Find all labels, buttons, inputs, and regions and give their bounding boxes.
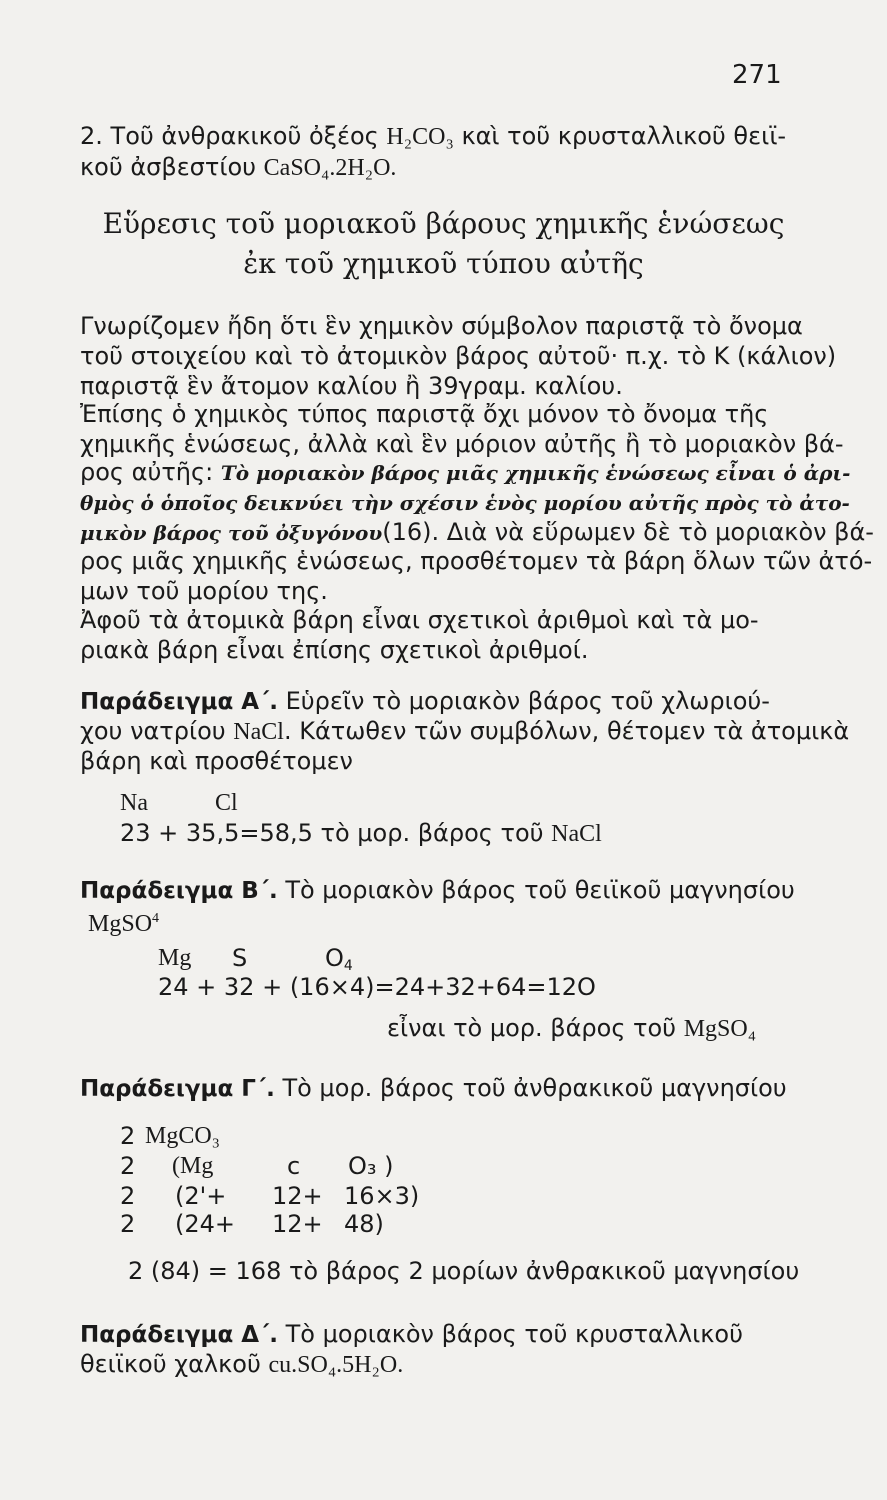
intro-line-1: 2. Τοῦ ἀνθρακικοῦ ὀξέος H₂CO₃ καὶ τοῦ κρυσταλλικοῦ θειϊ- (80, 122, 786, 150)
paragraph-1-line-1: Γνωρίζομεν ἤδη ὅτι ἓν χημικὸν σύμβολον παριστᾷ τὸ ὄνομα (80, 312, 803, 340)
paragraph-2-line-1: Ἐπίσης ὁ χημικὸς τύπος παριστᾷ ὄχι μόνον τὸ ὄνομα τῆς (80, 400, 769, 428)
paragraph-2-line-3: ρος αὐτῆς: Τὸ μοριακὸν βάρος μιᾶς χημικῆς ἑνώσεως εἶναι ὁ ἀρι- (80, 458, 851, 486)
intro-line-2: κοῦ ἀσβεστίου CaSO₄.2H₂O. (80, 153, 397, 181)
example-b-result: εἶναι τὸ μορ. βάρος τοῦ MgSO₄ (387, 1014, 757, 1042)
example-d-line-2: θειϊκοῦ χαλκοῦ cu.SO₄.5H₂O. (80, 1350, 404, 1378)
paragraph-2-line-7: μων τοῦ μορίου της. (80, 577, 328, 605)
table-row: 2 (120, 1182, 136, 1210)
paragraph-1-line-3: παριστᾷ ἓν ἄτομον καλίου ἢ 39γραμ. καλίου. (80, 372, 623, 400)
paragraph-2-line-2: χημικῆς ἑνώσεως, ἀλλὰ καὶ ἓν μόριον αὐτῆς ἢ τὸ μοριακὸν βά- (80, 430, 844, 458)
table-cell: (2'+ (175, 1182, 227, 1210)
table-cell: 12+ (272, 1182, 323, 1210)
example-c-line-1: Παράδειγμα Γ΄. Τὸ μορ. βάρος τοῦ ἀνθρακικοῦ μαγνησίου (80, 1074, 787, 1102)
example-d-label: Παράδειγμα Δ΄. (80, 1322, 278, 1348)
example-a-calculation: 23 + 35,5=58,5 τὸ μορ. βάρος τοῦ NaCl (120, 819, 602, 847)
paragraph-2-line-4: θμὸς ὁ ὁποῖος δεικνύει τὴν σχέσιν ἑνὸς μορίου αὐτῆς πρὸς τὸ ἀτο- (80, 491, 850, 515)
definition-text: Τὸ μοριακὸν βάρος μιᾶς χημικῆς ἑνώσεως εἶναι ὁ ἀρι- (220, 461, 851, 485)
symbol-cl: Cl (215, 790, 238, 816)
paragraph-3-line-2: ριακὰ βάρη εἶναι ἐπίσης σχετικοὶ ἀριθμοί. (80, 636, 589, 664)
table-row: 2 (120, 1122, 136, 1150)
paragraph-2-line-6: ρος μιᾶς χημικῆς ἑνώσεως, προσθέτομεν τὰ βάρη ὅλων τῶν ἀτό- (80, 547, 873, 575)
table-row: 2 (120, 1152, 136, 1180)
example-b-line-1: Παράδειγμα Β΄. Τὸ μοριακὸν βάρος τοῦ θειϊκοῦ μαγνησίου (80, 876, 795, 904)
formula-magnesium-sulfate: MgSO$^4$ (88, 911, 160, 937)
example-a-line-1: Παράδειγμα Α΄. Εὑρεῖν τὸ μοριακὸν βάρος τοῦ χλωριού- (80, 687, 770, 715)
table-cell: (Mg (172, 1153, 214, 1179)
symbol-s: S (232, 944, 248, 972)
example-c-label: Παράδειγμα Γ΄. (80, 1076, 275, 1102)
table-cell: 12+ (272, 1210, 323, 1238)
table-cell: c (287, 1152, 301, 1180)
example-d-line-1: Παράδειγμα Δ΄. Τὸ μοριακὸν βάρος τοῦ κρυσταλλικοῦ (80, 1320, 743, 1348)
example-b-label: Παράδειγμα Β΄. (80, 878, 278, 904)
table-cell: MgCO₃ (145, 1123, 221, 1149)
table-row: 2 (120, 1210, 136, 1238)
symbol-o4: $O_4$ (325, 944, 353, 974)
table-cell: (24+ (175, 1210, 236, 1238)
formula-calcium-sulfate: CaSO₄.2H₂O. (263, 155, 397, 181)
example-a-line-3: βάρη καὶ προσθέτομεν (80, 747, 353, 775)
formula-carbonic-acid: H₂CO₃ (386, 124, 454, 150)
section-heading-line-2: ἐκ τοῦ χημικοῦ τύπου αὐτῆς (243, 247, 644, 280)
table-cell: 48) (344, 1210, 384, 1238)
table-cell: 16×3) (344, 1182, 420, 1210)
symbol-na: Na (120, 790, 148, 816)
example-b-calculation: 24 + 32 + (16×4)=24+32+64=12O (158, 973, 596, 1001)
example-a-line-2: χου νατρίου NaCl. Κάτωθεν τῶν συμβόλων, θέτομεν τὰ ἀτομικὰ (80, 717, 850, 745)
symbol-mg: Mg (158, 945, 192, 971)
paragraph-3-line-1: Ἀφοῦ τὰ ἀτομικὰ βάρη εἶναι σχετικοὶ ἀριθμοὶ καὶ τὰ μο- (80, 606, 759, 634)
table-cell: O₃ ) (348, 1152, 394, 1180)
example-a-label: Παράδειγμα Α΄. (80, 689, 278, 715)
section-heading-line-1: Εὕρεσις τοῦ μοριακοῦ βάρους χημικῆς ἑνώσεως (102, 207, 785, 240)
page-number: 271 (732, 60, 782, 90)
paragraph-2-line-5: μικὸν βάρος τοῦ ὀξυγόνου(16). Διὰ νὰ εὕρωμεν δὲ τὸ μοριακὸν βά- (80, 518, 874, 546)
example-c-result: 2 (84) = 168 τὸ βάρος 2 μορίων ἀνθρακικοῦ μαγνησίου (128, 1257, 800, 1285)
paragraph-1-line-2: τοῦ στοιχείου καὶ τὸ ἀτομικὸν βάρος αὐτοῦ· π.χ. τὸ Κ (κάλιον) (80, 342, 837, 370)
